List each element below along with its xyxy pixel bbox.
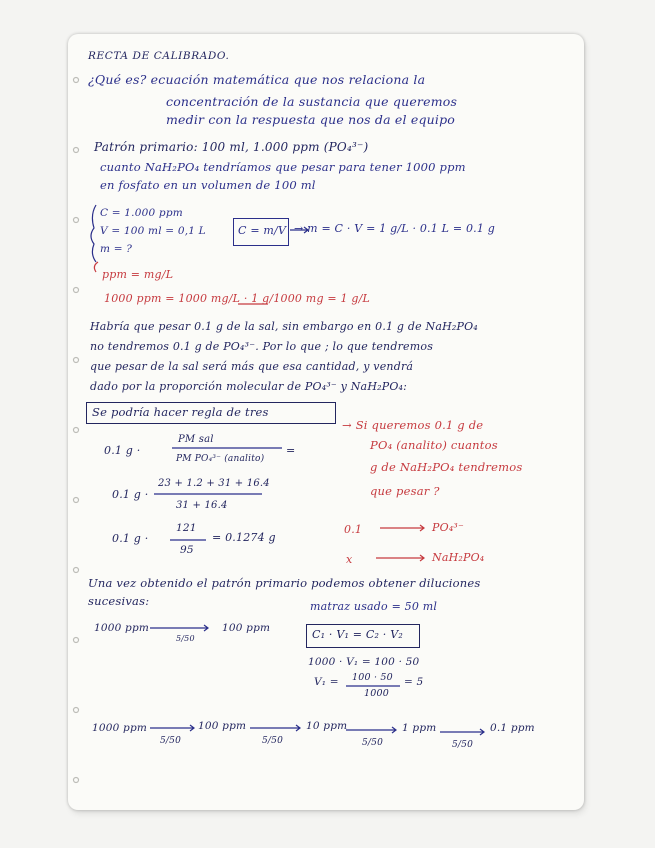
- dilution-eq2-lhs: V₁ =: [314, 676, 339, 688]
- units-conversion: 1000 ppm = 1000 mg/L · 1 g/1000 mg = 1 g/L: [104, 292, 371, 305]
- series-c4: 0.1 ppm: [490, 722, 535, 734]
- series-ratio-3: 5/50: [362, 738, 384, 748]
- dilution-formula: C₁ · V₁ = C₂ · V₂: [312, 628, 403, 641]
- rule3-row1-right: PO₄³⁻: [432, 521, 465, 534]
- definition-line-1: ¿Qué es? ecuación matemática que nos relaciona la: [88, 72, 426, 87]
- rule-of-three-note: Se podría hacer regla de tres: [92, 405, 269, 419]
- series-ratio-1: 5/50: [160, 736, 182, 746]
- series-c0: 1000 ppm: [92, 722, 148, 734]
- dilution-eq2-denominator: 1000: [364, 688, 389, 699]
- red-question-line-3: g de NaH₂PO₄ tendremos: [370, 460, 523, 474]
- series-ratio-2: 5/50: [262, 736, 284, 746]
- fraction3-lead: 0.1 g ·: [112, 532, 149, 545]
- page-title: RECTA DE CALIBRADO.: [88, 50, 230, 62]
- fraction1-numerator: PM sal: [178, 434, 214, 445]
- series-c2: 10 ppm: [306, 720, 348, 732]
- series-c3: 1 ppm: [402, 722, 437, 734]
- fraction2-lead: 0.1 g ·: [112, 488, 149, 501]
- calc-volume: V = 100 ml = 0,1 L: [100, 225, 206, 237]
- rule3-row2-left: x: [346, 553, 353, 566]
- dilution-eq2-result: = 5: [404, 676, 424, 688]
- dilution-ratio: 5/50: [176, 634, 195, 643]
- patron-line-3: en fosfato en un volumen de 100 ml: [100, 178, 316, 192]
- fraction1-denominator: PM PO₄³⁻ (analito): [176, 454, 265, 464]
- dilution-line-1: Una vez obtenido el patrón primario podemos obtener diluciones: [88, 576, 481, 590]
- rule3-row1-left: 0.1: [344, 523, 363, 536]
- formula-c-m-v: C = m/V: [238, 224, 287, 237]
- flask-used: matraz usado = 50 ml: [310, 600, 438, 613]
- definition-line-2: concentración de la sustancia que queremos: [166, 94, 458, 109]
- paragraph-line-4: dado por la proporción molecular de PO₄³⁻ y NaH₂PO₄:: [90, 380, 408, 393]
- fraction2-numerator: 23 + 1.2 + 31 + 16.4: [158, 478, 270, 489]
- units-ppm: ppm = mg/L: [102, 268, 174, 281]
- red-question-line-2: PO₄ (analito) cuantos: [370, 438, 498, 452]
- calc-concentration: C = 1.000 ppm: [100, 207, 183, 219]
- paragraph-line-1: Habría que pesar 0.1 g de la sal, sin embargo en 0.1 g de NaH₂PO₄: [90, 320, 478, 333]
- series-ratio-4: 5/50: [452, 740, 474, 750]
- dilution-from: 1000 ppm: [94, 622, 150, 634]
- dilution-line-2: sucesivas:: [88, 594, 150, 608]
- paragraph-line-3: que pesar de la sal será más que esa cantidad, y vendrá: [90, 360, 414, 373]
- patron-line-2: cuanto NaH₂PO₄ tendríamos que pesar para tener 1000 ppm: [100, 160, 466, 174]
- fraction1-lead: 0.1 g ·: [104, 444, 141, 457]
- definition-line-3: medir con la respuesta que nos da el equipo: [166, 112, 456, 127]
- fraction3-denominator: 95: [180, 544, 194, 556]
- rule3-row2-right: NaH₂PO₄: [432, 551, 485, 564]
- red-question-line-4: que pesar ?: [370, 484, 440, 498]
- red-question-line-1: → Si queremos 0.1 g de: [342, 418, 484, 432]
- dilution-to: 100 ppm: [222, 622, 271, 634]
- fraction2-denominator: 31 + 16.4: [176, 500, 228, 511]
- fraction1-equals: =: [286, 444, 296, 457]
- fraction3-result: = 0.1274 g: [212, 531, 276, 544]
- calc-mass-unknown: m = ?: [100, 243, 133, 255]
- fraction3-numerator: 121: [176, 522, 197, 534]
- dilution-eq1: 1000 · V₁ = 100 · 50: [308, 656, 420, 668]
- mass-result: → m = C · V = 1 g/L · 0.1 L = 0.1 g: [294, 222, 495, 235]
- patron-line-1: Patrón primario: 100 ml, 1.000 ppm (PO₄³⁻): [94, 140, 369, 154]
- dilution-eq2-numerator: 100 · 50: [352, 672, 393, 683]
- paragraph-line-2: no tendremos 0.1 g de PO₄³⁻. Por lo que ; lo que tendremos: [90, 340, 434, 353]
- series-c1: 100 ppm: [198, 720, 247, 732]
